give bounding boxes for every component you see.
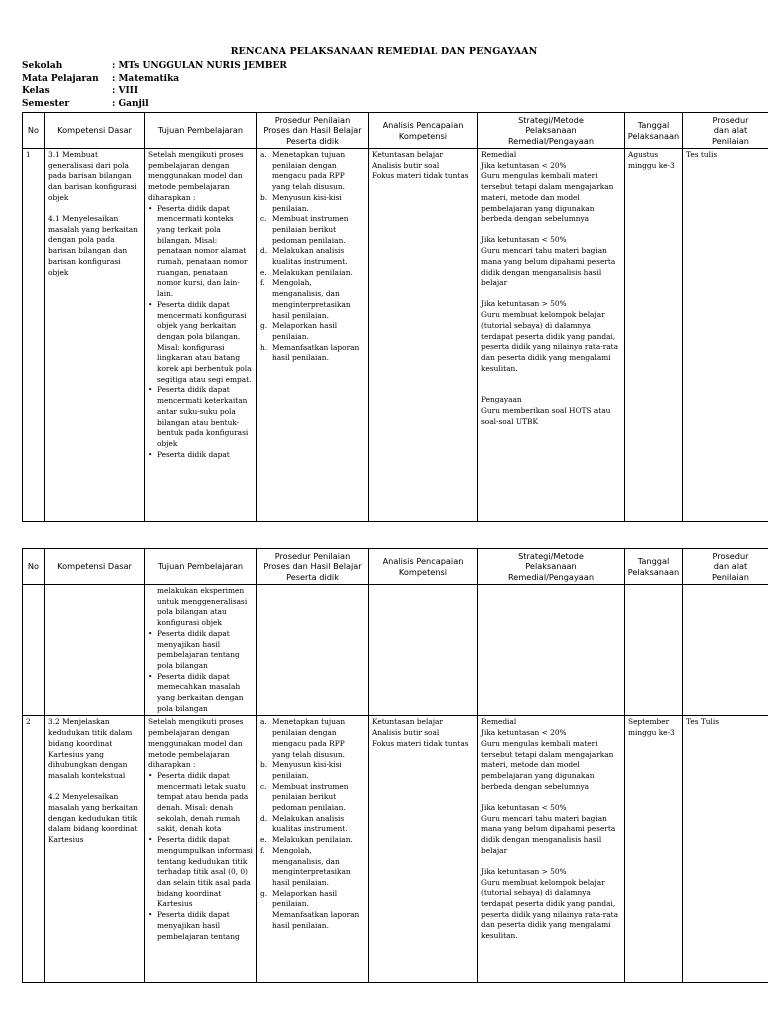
header-alat: Prosedur dan alat Penilaian (683, 113, 768, 149)
row-number: 2 (23, 716, 45, 983)
list-item: g. Melaporkan hasil penilaian. (260, 321, 338, 341)
tanggal-cell (625, 585, 683, 716)
alat-penilaian-cell: Tes Tulis (683, 716, 768, 983)
list-item: c. Membuat instrumen penilaian berikut pedoman penilaian. (260, 214, 349, 245)
list-item: • Peserta didik dapat mencermati konteks yang terkait pola bilangan. Misal: penataan nomor alamat rumah, penataan nomor ruangan, penataan nomor kursi, dan lain-lain. (157, 204, 253, 300)
list-item: h. Memanfaatkan laporan hasil penilaian. (260, 342, 360, 363)
list-item: c. Membuat instrumen penilaian berikut pedoman penilaian. (260, 781, 349, 813)
remedial-heading: Remedial (481, 150, 517, 159)
list-item: f. Mengolah, menganalisis, dan menginterpretasikan hasil penilaian. (260, 278, 351, 320)
document-info (22, 60, 287, 110)
kriteria-2: Jika ketuntasan < 50% (481, 235, 567, 245)
list-item: e. Melakukan penilaian. (260, 835, 353, 845)
analisis-cell (369, 716, 478, 983)
kd-item: 4.2 Menyelesaikan masalah yang berkaitan dengan kedudukan titik dalam bidang koordinat Kartesius (48, 792, 138, 844)
analisis-item: Ketuntasan belajar (372, 150, 443, 159)
document-title: RENCANA PELAKSANAAN REMEDIAL DAN PENGAYAAN (230, 46, 538, 57)
tanggal-cell: September minggu ke-3 (625, 716, 683, 983)
info-row-kelas (22, 85, 287, 98)
info-value: : Ganjil (112, 98, 149, 109)
header-prosedur: Prosedur Penilaian Proses dan Hasil Belajar Peserta didik (257, 113, 369, 149)
prosedur-cell (257, 585, 369, 716)
row-number: 1 (23, 149, 45, 522)
tujuan-intro: Setelah mengikuti proses pembelajaran dengan menggunakan model dan metode pembelajaran diharapkan : (148, 717, 244, 770)
table-row (23, 716, 768, 983)
remedial-heading: Remedial (481, 717, 517, 727)
list-item: • Peserta didik dapat mencermati keterkaitan antar suku-suku pola bilangan atau bentuk-bentuk pada konfigurasi objek (157, 385, 253, 449)
header-strategi: Strategi/Metode Pelaksanaan Remedial/Pengayaan (478, 549, 625, 585)
kompetensi-dasar-cell (45, 149, 145, 522)
analisis-item: Ketuntasan belajar (372, 717, 443, 727)
header-kompetensi-dasar: Kompetensi Dasar (45, 549, 145, 585)
list-item: • Peserta didik dapat mencermati konfigurasi objek yang berkaitan dengan pola bilangan. Misal: konfigurasi lingkaran atau batang korek api berbentuk pola segitiga atau segi empat. (157, 300, 253, 386)
info-row-sekolah (22, 60, 287, 73)
info-value: : MTs UNGGULAN NURIS JEMBER (112, 61, 287, 71)
header-alat: Prosedur dan alat Penilaian (683, 549, 768, 585)
list-item: f. Mengolah, menganalisis, dan menginterpretasikan hasil penilaian. (260, 845, 351, 887)
header-prosedur: Prosedur Penilaian Proses dan Hasil Belajar Peserta didik (257, 549, 369, 585)
tujuan-cell (145, 716, 257, 983)
kd-item: 4.1 Menyelesaikan masalah yang berkaitan dengan pola pada barisan bilangan dan barisan konfigurasi objek (48, 214, 138, 277)
table-header-row (23, 549, 768, 585)
kompetensi-dasar-cell (45, 585, 145, 716)
analisis-cell (369, 585, 478, 716)
analisis-item: Analisis butir soal (372, 160, 440, 170)
header-tujuan: Tujuan Pembelajaran (145, 113, 257, 149)
list-item: d. Melakukan analisis kualitas instrument. (260, 813, 348, 834)
list-item: • Peserta didik dapat mengumpulkan informasi tentang kedudukan titik terhadap titik asal (0, 0) dan selain titik asal pada bidang koordinat Kartesius (157, 835, 253, 910)
analisis-item: Analisis butir soal (372, 728, 440, 738)
tanggal-cell: Agustus minggu ke-3 (625, 149, 683, 522)
tujuan-list (148, 771, 253, 942)
list-item: a. Menetapkan tujuan penilaian dengan mengacu pada RPP yang telah disusun. (260, 150, 346, 192)
tujuan-list (148, 204, 253, 461)
kriteria-1: Jika ketuntasan < 20% (481, 728, 567, 738)
alat-penilaian-cell: Tes tulis (683, 149, 768, 522)
strategi-cell (478, 585, 625, 716)
list-item: d. Melakukan analisis kualitas instrument. (260, 246, 348, 267)
tujuan-continued: melakukan eksperimen untuk menggeneralisasi pola bilangan atau konfigurasi objek (157, 586, 248, 628)
analisis-item: Fokus materi tidak tuntas (372, 738, 469, 748)
pengayaan-heading: Pengayaan (481, 395, 522, 405)
info-label: Mata Pelajaran (22, 73, 99, 84)
tujuan-cell (145, 149, 257, 522)
info-value: : Matematika (112, 73, 180, 84)
kriteria-3: Jika ketuntasan > 50% (481, 299, 567, 309)
kd-item: 3.2 Menjelaskan kedudukan titik dalam bidang koordinat Kartesius yang dihubungkan dengan masalah kontekstual (48, 717, 133, 780)
table-header-row (23, 113, 768, 149)
kriteria-2: Jika ketuntasan < 50% (481, 802, 567, 812)
kriteria-3: Jika ketuntasan > 50% (481, 866, 567, 876)
prosedur-cell (257, 149, 369, 522)
header-analisis: Analisis Pencapaian Kompetensi (369, 113, 478, 149)
kriteria-1: Jika ketuntasan < 20% (481, 160, 567, 170)
table-row (23, 149, 768, 522)
info-row-mapel (22, 73, 287, 86)
alat-penilaian-cell (683, 585, 768, 716)
list-item: • Peserta didik dapat menyajikan hasil pembelajaran tentang pola bilangan (157, 629, 253, 672)
info-row-semester (22, 98, 287, 111)
list-item: • Peserta didik dapat mencermati letak suatu tempat atau benda pada denah. Misal: denah sekolah, denah rumah sakit, denah kota (157, 771, 253, 835)
header-no: No (23, 549, 45, 585)
header-analisis: Analisis Pencapaian Kompetensi (369, 549, 478, 585)
info-label: Kelas (22, 86, 50, 96)
tindakan-1: Guru mengulas kembali materi tersebut tetapi dalam mengajarkan materi, metode dan model pembelajaran yang digunakan berbeda dengan sebelumnya (481, 171, 614, 224)
pengayaan-text: Guru memberikan soal HOTS atau soal-soal UTBK (481, 406, 611, 426)
header-strategi: Strategi/Metode Pelaksanaan Remedial/Pengayaan (478, 113, 625, 149)
tujuan-cell (145, 585, 257, 716)
list-item: • Peserta didik dapat (157, 450, 253, 461)
prosedur-list (260, 717, 365, 931)
list-item: g. Melaporkan hasil penilaian. Memanfaatkan laporan hasil penilaian. (260, 888, 360, 930)
strategi-cell (478, 149, 625, 522)
row-number (23, 585, 45, 716)
tujuan-intro: Setelah mengikuti proses pembelajaran dengan menggunakan model dan metode pembelajaran diharapkan : (148, 150, 244, 202)
tindakan-3: Guru membuat kelompok belajar (tutorial sebaya) di dalamnya terdapat peserta didik yang pandai, peserta didik yang nilainya rata-rata dan peserta didik yang mengalami kesulitan. (481, 877, 619, 941)
prosedur-list (260, 150, 365, 364)
info-value: : VIII (112, 86, 139, 96)
header-tanggal: Tanggal Pelaksanaan (625, 549, 683, 585)
tindakan-2: Guru mencari tahu materi bagian mana yang belum dipahami peserta didik dengan menganalisis hasil belajar (481, 246, 616, 288)
analisis-cell (369, 149, 478, 522)
analisis-item: Fokus materi tidak tuntas (372, 171, 469, 181)
list-item: b. Menyusun kisi-kisi penilaian. (260, 760, 342, 780)
list-item: • Peserta didik dapat menyajikan hasil pembelajaran tentang (157, 910, 253, 942)
list-item: b. Menyusun kisi-kisi penilaian. (260, 192, 342, 213)
info-label: Semester (22, 98, 70, 109)
table-row (23, 585, 768, 716)
list-item: a. Menetapkan tujuan penilaian dengan mengacu pada RPP yang telah disusun. (260, 717, 346, 759)
list-item: • Peserta didik dapat memecahkan masalah yang berkaitan dengan pola bilangan (157, 672, 253, 715)
info-label: Sekolah (22, 61, 63, 71)
header-kompetensi-dasar: Kompetensi Dasar (45, 113, 145, 149)
header-no: No (23, 113, 45, 149)
kd-item: 3.1 Membuat generalisasi dari pola pada barisan bilangan dan barisan konfigurasi objek (48, 150, 137, 202)
tindakan-2: Guru mencari tahu materi bagian mana yang belum dipahami peserta didik dengan menganalisis hasil belajar (481, 813, 616, 855)
list-item: e. Melakukan penilaian. (260, 267, 353, 277)
header-tanggal: Tanggal Pelaksanaan (625, 113, 683, 149)
plan-table-1 (22, 112, 768, 522)
strategi-cell (478, 716, 625, 983)
tindakan-3: Guru membuat kelompok belajar (tutorial sebaya) di dalamnya terdapat peserta didik yang pandai, peserta didik yang nilainya rata-rata dan peserta didik yang mengalami kesulitan. (481, 310, 619, 373)
prosedur-cell (257, 716, 369, 983)
header-tujuan: Tujuan Pembelajaran (145, 549, 257, 585)
plan-table-2 (22, 548, 768, 983)
tujuan-list (148, 629, 253, 715)
tindakan-1: Guru mengulas kembali materi tersebut tetapi dalam mengajarkan materi, metode dan model pembelajaran yang digunakan berbeda dengan sebelumnya (481, 738, 614, 791)
kompetensi-dasar-cell (45, 716, 145, 983)
